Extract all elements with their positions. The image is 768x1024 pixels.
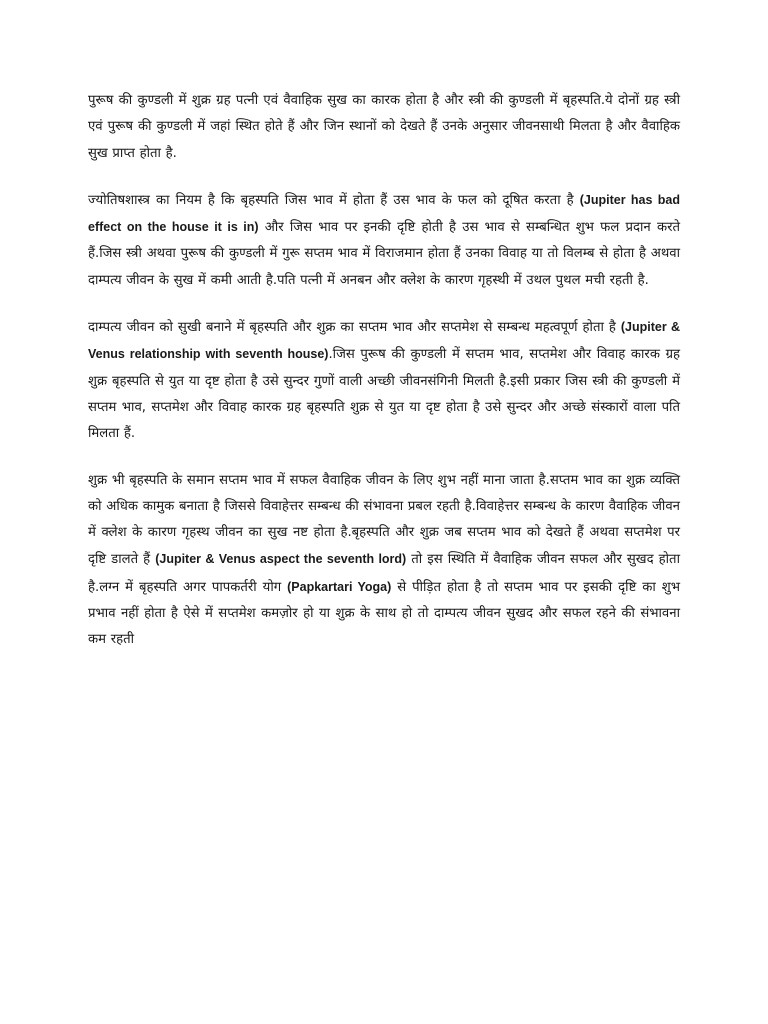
paragraph-jupiter-rule — [88, 187, 680, 294]
paragraph-text: ज्योतिषशास्त्र का नियम है कि बृहस्पति जिस भाव में होता हैं उस भाव के फल को दूषित करता है — [88, 192, 580, 208]
paragraph-venus-seventh-house — [88, 468, 680, 654]
paragraph-text: से पीड़ित होता है तो सप्तम भाव पर इसकी दृष्टि का शुभ प्रभाव नहीं होता है ऐसे में सप्तमेश कमज़ोर हो या शुक्र के साथ हो तो दाम्पत्य जीवन सुखद और सफल रहने की संभावना कम रहती — [88, 579, 681, 648]
english-phrase: (Jupiter & Venus relationship with seventh house) — [88, 320, 680, 362]
english-phrase: (Papkartari Yoga) — [287, 579, 392, 594]
paragraph-text: शुक्र भी बृहस्पति के समान सप्तम भाव में सफल वैवाहिक जीवन के लिए शुभ नहीं माना जाता है.सप्तम भाव का शुक्र व्यक्ति को अधिक कामुक बनाता है जिससे विवाहेत्तर सम्बन्ध की संभावना प्रबल रहती है.विवाहेत्तर सम्बन्ध के कारण वैवाहिक जीवन में क्लेश के कारण गृहस्थ जीवन का सुख नष्ट होता है.बृहस्पति और शुक्र जब सप्तम भाव को देखते हैं अथवा सप्तमेश पर दृष्टि डालते हैं — [88, 472, 680, 568]
paragraph-text: .जिस पुरूष की कुण्डली में सप्तम भाव, सप्तमेश और विवाह कारक ग्रह शुक्र बृहस्पति से युत या दृष्ट होता है उसे सुन्दर गुणों वाली अच्छी जीवनसंगिनी मिलती है.इसी प्रकार जिस स्त्री की कुण्डली में सप्तम भाव, सप्तमेश और विवाह कारक ग्रह बृहस्पति शुक्र से युत या दृष्ट होता है उसे सुन्दर और अच्छे संस्कारों वाला पति मिलता हैं. — [88, 347, 681, 442]
english-phrase: (Jupiter & Venus aspect the seventh lord) — [155, 552, 407, 567]
paragraph-text: और जिस भाव पर इनकी दृष्टि होती है उस भाव से सम्बन्धित शुभ फल प्रदान करते हैं.जिस स्त्री अथवा पुरूष की कुण्डली में गुरू सप्तम भाव में विराजमान होता हैं उनका विवाह या तो विलम्ब से होता है अथवा दाम्पत्य जीवन के सुख में कमी आती है.पति पत्नी में अनबन और क्लेश के कारण गृहस्थी में उथल पुथल मची रहती है. — [88, 220, 680, 288]
paragraph-venus-jupiter-karak — [88, 88, 680, 167]
english-phrase: (Jupiter has bad effect on the house it is in) — [88, 192, 681, 235]
paragraph-seventh-house-relation — [88, 314, 680, 447]
paragraph-text: तो इस स्थिति में वैवाहिक जीवन सफल और सुखद होता है.लग्न में बृहस्पति अगर पापकर्तरी योग — [88, 552, 680, 595]
paragraph-text: पुरूष की कुण्डली में शुक्र ग्रह पत्नी एवं वैवाहिक सुख का कारक होता है और स्त्री की कुण्डली में बृहस्पति.ये दोनों ग्रह स्त्री एवं पुरूष की कुण्डली में जहां स्थित होते हैं और जिन स्थानों को देखते हैं उनके अनुसार जीवनसाथी मिलता है और वैवाहिक सुख प्राप्त होता है. — [88, 93, 680, 161]
paragraph-text: दाम्पत्य जीवन को सुखी बनाने में बृहस्पति और शुक्र का सप्तम भाव और सप्तमेश से सम्बन्ध महत्वपूर्ण होता है — [88, 320, 621, 336]
